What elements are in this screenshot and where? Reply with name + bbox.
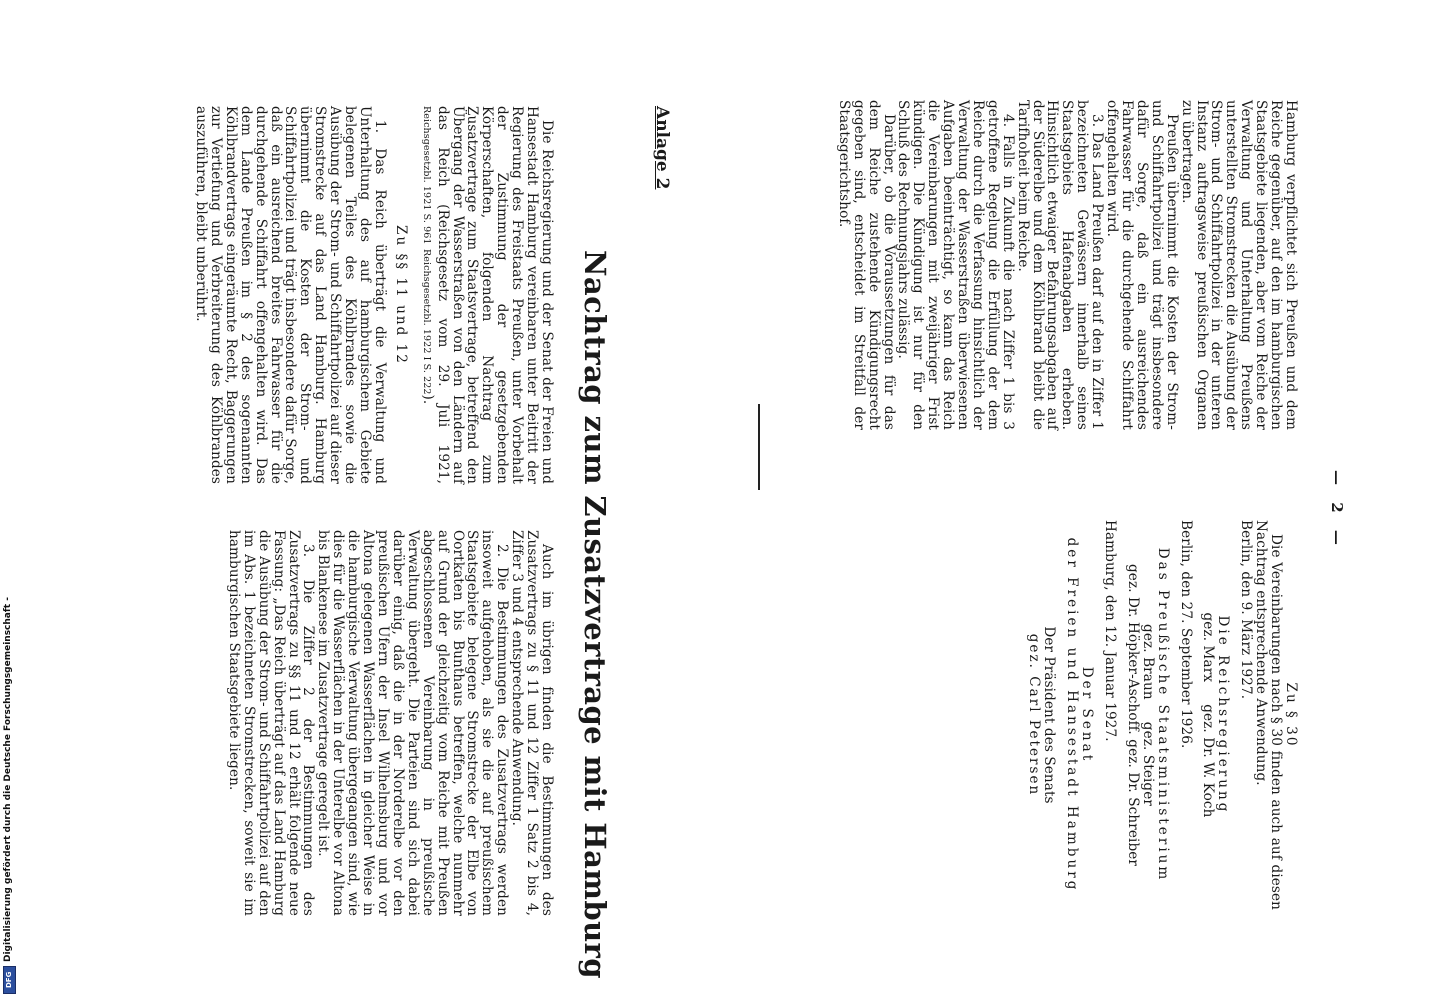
document-title: Nachtrag zum Zusatzvertrage mit Hamburg [578, 250, 612, 979]
footnote-reference: Reichsgesetzbl. 1921 S. 961 [420, 106, 432, 245]
signers: gez. Dr. Höpker-Aschoff. gez. Dr. Schreiber [1124, 564, 1141, 866]
column-lower-right [226, 530, 554, 916]
paragraph: 3. Das Land Preußen darf auf den in Ziffer 1 bezeichneten Gewässern innerhalb seines Staatsgebiets Hafenabgaben erheben. Hinsichtlich etwaiger Befahrungsabgaben auf der Süderelbe und dem Köhlbrand bleibt die Tarifhoheit beim Reiche. [1014, 100, 1106, 430]
section-heading: Zu § 30 [1283, 682, 1299, 748]
paragraph: 4. Falls in Zukunft die nach Ziffer 1 bis 3 getroffene Regelung die Erfüllung der dem Reiche durch die Verfassung hinsichtlich der Verwaltung der Wasserstraßen überwiesenen Aufgaben beeinträchtigt, so kann das Reich die Vereinbarungen mit zweijähriger Frist kündigen. Die Kündigung ist nur für den Schluß des Rechnungsjahrs zulässig. [895, 100, 1016, 430]
paragraph: Darüber, ob die Voraussetzungen für das dem Reiche zustehende Kündigungsrecht gegeben sind, entscheidet im Streitfall der Staatsgerichtshof. [835, 100, 897, 430]
signatory-title: Der Präsident des Senats [1041, 626, 1058, 804]
date-line: Hamburg, den 12. Januar 1927. [1101, 520, 1118, 742]
signatory-body: der Freien und Hansestadt Hamburg [1064, 537, 1081, 893]
section-heading: Zu §§ 11 und 12 [392, 225, 409, 365]
paragraph: 2. Die Bestimmungen des Zusatzvertrags werden insoweit aufgehoben, als sie die auf preußischem Staatsgebiete belegene Stromstrecke der Elbe von Oortkaten bis Bunthaus betreffen, welche nunmehr auf Grund der gleichzeitig vom Reiche mit Preußen abgeschlossenen Vereinbarung in preußische Verwaltung übergeht. Die Parteien sind sich dabei darüber einig, daß die in der Norderelbe vor den preußischen Ufern der Insel Wilhelmsburg und vor Altona gelegenen Wasserflächen in gleicher Weise in die hamburgische Verwaltung übergegangen sind, wie dies für die Wasserflächen in der Unterelbe vor Altona bis Blankenese im Zusatzvertrage geregelt ist. [315, 530, 511, 916]
paragraph: Auch im übrigen finden die Bestimmungen des Zusatzvertrags zu § 11 und 12 Ziffer 1 Satz 2 bis 4, Ziffer 3 und 4 entsprechende Anwendung. [509, 530, 555, 916]
footnote-reference: Reichsgesetzbl. 1922 I S. 222 [420, 248, 432, 395]
date-line: Berlin, den 27. September 1926. [1177, 520, 1194, 749]
paragraph: Die Vereinbarungen nach § 30 finden auch auf diesen Nachtrag entsprechende Anwendung. [1253, 520, 1285, 910]
paragraph: 3. Die Ziffer 2 der Bestimmungen des Zusatzvertrags zu §§ 11 und 12 erhält folgende neue Fassung: „Das Reich überträgt auf das Land Hamburg die Ausübung der Strom- und Schiffahrtpolizei auf den im Abs. 1 bezeichneten Stromstrecken, soweit sie im hamburgischen Staatsgebiete liegen. [225, 530, 317, 916]
digitization-credit: Digitalisierung gefördert durch die Deutsche Forschungsgemeinschaft - [3, 597, 13, 962]
paragraph: Die Reichsregierung und der Senat der Freien und Hansestadt Hamburg vereinbaren unter Beitritt der Regierung des Freistaats Preußen, unter Vorbehalt der Zustimmung der gesetzgebenden Körperschaften, folgenden Nachtrag zum Zusatzvertrage zum Staatsvertrage, betreffend den Übergang der Wasserstraßen von den Ländern auf das Reich (Reichsgesetz vom 29. Juli 1921, Reichsgesetzbl. 1921 S. 961 Reichsgesetzbl. 1922 I S. 222). [419, 106, 555, 484]
column-top-right [836, 100, 1298, 430]
signers: gez. Braun gez. Steiger [1139, 624, 1156, 806]
annex-label: Anlage 2 [652, 106, 672, 190]
date-line: Berlin, den 9. März 1927. [1238, 520, 1255, 700]
paragraph: Preußen übernimmt die Kosten der Strom- und Schiffahrtpolizei und trägt insbesondere dafür Sorge, daß ein ausreichendes Fahrwasser für die durchgehende Schiffahrt offengehalten wird. [1104, 100, 1180, 430]
signers: gez. Marx gez. Dr. W. Koch [1200, 612, 1217, 818]
separator-rule [758, 404, 760, 490]
page-number: — 2 — [1328, 470, 1346, 551]
paragraph: 1. Das Reich überträgt die Verwaltung und Unterhaltung des auf hamburgischem Gebiete belegenen Teiles des Köhlbrandes sowie die Ausübung der Strom- und Schiffahrtpolizei auf dieser Stromstrecke auf das Land Hamburg. Hamburg übernimmt die Kosten der Strom- und Schiffahrtpolizei und trägt insbesondere dafür Sorge, daß ein ausreichend breites Fahrwasser für die durchgehende Schiffahrt offengehalten wird. Das dem Lande Preußen im § 2 des sogenannten Köhlbrandvertrags eingeräumte Recht, Baggerungen zur Vertiefung und Verbreiterung des Köhlbrandes auszuführen, bleibt unberührt. [193, 106, 388, 484]
paragraph: Hamburg verpflichtet sich Preußen und dem Reiche gegenüber, auf den im hamburgischen Staatsgebiete liegenden, aber vom Reiche der Verwaltung und Unterhaltung Preußens unterstellten Stromstrecken die Ausübung der Strom- und Schiffahrtpolizei in der unteren Instanz auftragsweise preußischen Organen zu übertragen. [1178, 100, 1299, 430]
signatory-body: Die Reichsregierung [1215, 615, 1232, 815]
signatory-body: Der Senat [1079, 666, 1096, 764]
column-lower-left [193, 106, 554, 484]
signers: gez. Carl Petersen [1026, 633, 1043, 797]
signatory-body: Das Preußische Staatsministerium [1154, 547, 1171, 883]
dfg-logo-icon: DFG [3, 966, 16, 994]
column-signatures [1026, 520, 1298, 910]
